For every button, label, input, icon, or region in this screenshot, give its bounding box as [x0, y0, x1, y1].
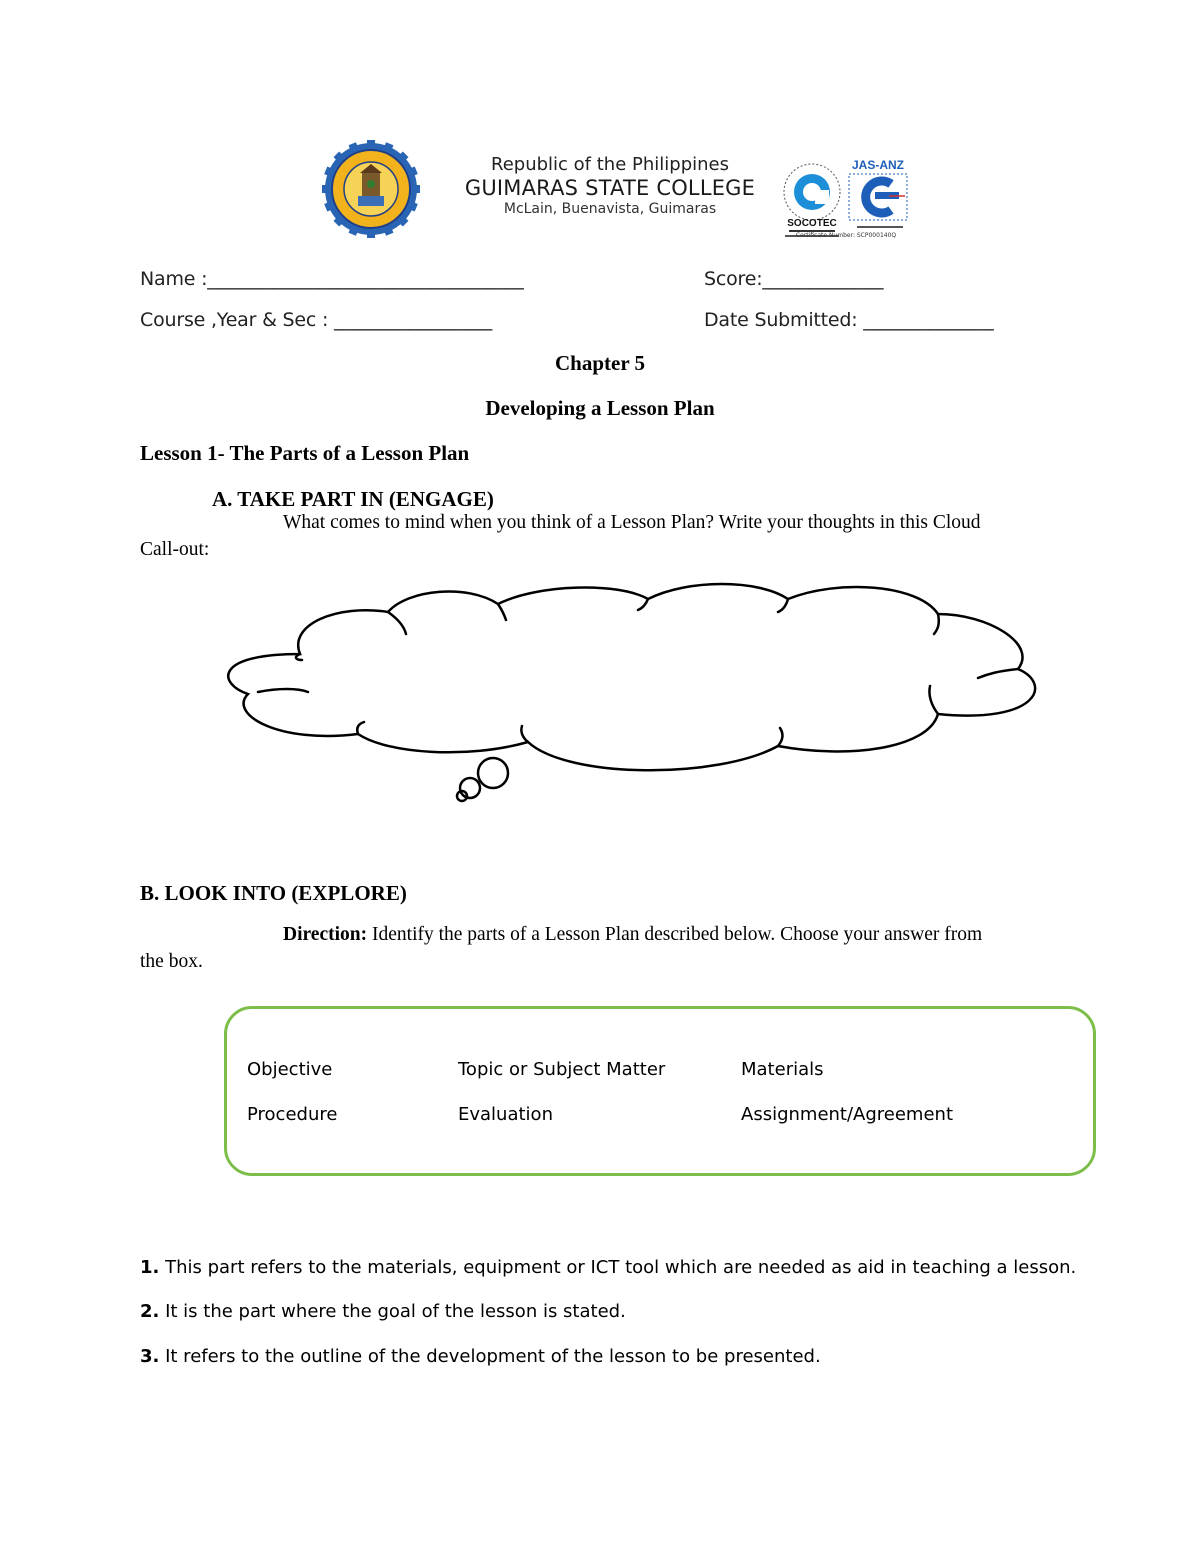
- section-a-instruction: What comes to mind when you think of a Lesson Plan? Write your thoughts in this Cloud: [283, 512, 981, 533]
- section-a-instruction-cont: Call-out:: [140, 539, 210, 560]
- question-number: 3.: [140, 1346, 160, 1367]
- name-field[interactable]: Name :__________________________________: [140, 268, 524, 290]
- choice-topic: Topic or Subject Matter: [458, 1059, 666, 1080]
- question-2: [140, 1301, 626, 1322]
- direction-line-cont: the box.: [140, 951, 203, 972]
- lesson-title: Lesson 1- The Parts of a Lesson Plan: [140, 441, 470, 465]
- date-submitted-field[interactable]: Date Submitted: ______________: [704, 309, 994, 331]
- score-field[interactable]: Score:_____________: [704, 268, 884, 290]
- cert-number: Certificate Number: SCP000140Q: [795, 232, 897, 239]
- choice-procedure: Procedure: [247, 1104, 338, 1125]
- answer-choices-box: [224, 1006, 1096, 1176]
- cloud-callout[interactable]: [218, 574, 1048, 806]
- question-3: [140, 1346, 821, 1367]
- choice-objective: Objective: [247, 1059, 333, 1080]
- course-field[interactable]: Course ,Year & Sec : _________________: [140, 309, 493, 331]
- socotec-cert-logo: [779, 156, 845, 240]
- college-name: GUIMARAS STATE COLLEGE: [464, 176, 756, 200]
- section-a-heading: A. TAKE PART IN (ENGAGE): [212, 487, 494, 511]
- college-address: McLain, Buenavista, Guimaras: [503, 201, 717, 217]
- choice-materials: Materials: [741, 1059, 824, 1080]
- direction-line: [283, 924, 982, 946]
- republic-line: Republic of the Philippines: [491, 154, 729, 175]
- question-number: 2.: [140, 1301, 160, 1322]
- question-text: This part refers to the materials, equipment or ICT tool which are needed as aid in teaching a lesson.: [159, 1257, 1077, 1278]
- question-text: It refers to the outline of the development of the lesson to be presented.: [159, 1346, 821, 1367]
- jas-anz-label: JAS-ANZ: [851, 158, 905, 172]
- choice-evaluation: Evaluation: [458, 1104, 553, 1125]
- direction-label: Direction:: [283, 924, 368, 945]
- choice-assignment: Assignment/Agreement: [741, 1104, 954, 1125]
- college-seal: [322, 140, 420, 238]
- question-number: 1.: [140, 1257, 160, 1278]
- section-b-heading: B. LOOK INTO (EXPLORE): [140, 881, 407, 905]
- question-text: It is the part where the goal of the lesson is stated.: [159, 1301, 626, 1322]
- question-1: [140, 1257, 1076, 1278]
- direction-text: Identify the parts of a Lesson Plan described below. Choose your answer from: [367, 924, 983, 945]
- jas-anz-cert-logo: [845, 156, 911, 240]
- chapter-subtitle: Developing a Lesson Plan: [485, 396, 715, 420]
- socotec-label: SOCOTEC: [787, 218, 837, 229]
- chapter-title: Chapter 5: [554, 351, 646, 375]
